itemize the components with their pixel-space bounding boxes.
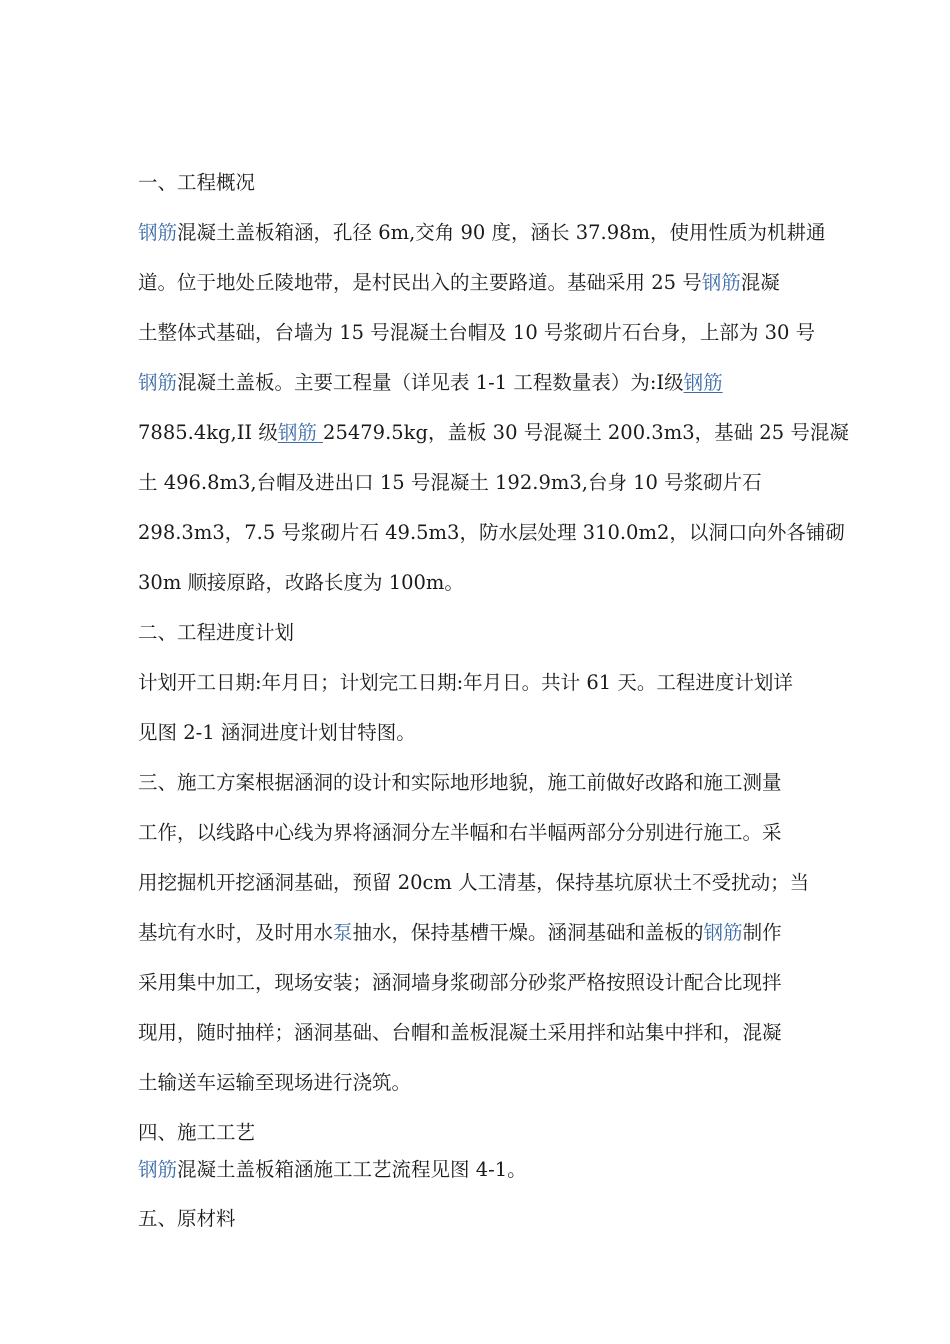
text-run: 三、施工方案根据涵洞的设计和实际地形地貌，施工前做好改路和施工测量 xyxy=(138,771,782,794)
text-line xyxy=(138,1058,828,1108)
text-run: 制作 xyxy=(742,921,782,944)
text-line xyxy=(138,958,828,1008)
section-4-heading: 四、施工工艺 xyxy=(138,1121,256,1144)
text-run: 25479.5kg，盖板 30 号混凝土 200.3m3，基础 25 号混凝 xyxy=(323,421,849,444)
text-run: 用挖掘机开挖涵洞基础，预留 20cm 人工清基，保持基坑原状土不受扰动；当 xyxy=(138,871,810,894)
text-run: 基坑有水时，及时用水 xyxy=(138,921,334,944)
section-2-paragraph xyxy=(138,658,828,758)
text-run: 混凝土盖板箱涵，孔径 6m,交角 90 度，涵长 37.98m，使用性质为机耕通 xyxy=(177,221,826,244)
keyword-link[interactable]: 钢筋 xyxy=(277,421,324,444)
text-line xyxy=(138,558,828,608)
text-run: 见图 2-1 涵洞进度计划甘特图。 xyxy=(138,721,416,744)
text-run: 土整体式基础，台墙为 15 号混凝土台帽及 10 号浆砌片石台身，上部为 30 号 xyxy=(138,321,816,344)
text-line xyxy=(138,808,828,858)
keyword-link[interactable]: 泵 xyxy=(333,921,353,944)
keyword-link[interactable]: 钢筋 xyxy=(138,221,178,244)
text-run: 土 496.8m3,台帽及进出口 15 号混凝土 192.9m3,台身 10 号浆砌片石 xyxy=(138,471,762,494)
text-line xyxy=(138,858,828,908)
text-run: 土输送车运输至现场进行浇筑。 xyxy=(138,1071,412,1094)
text-run: 现用，随时抽样；涵洞基础、台帽和盖板混凝土采用拌和站集中拌和，混凝 xyxy=(138,1021,782,1044)
section-2-heading: 二、工程进度计划 xyxy=(138,621,295,644)
keyword-link[interactable]: 钢筋 xyxy=(683,371,723,394)
keyword-link[interactable]: 钢筋 xyxy=(701,271,741,294)
text-line xyxy=(138,408,849,458)
text-run: 混凝土盖板。主要工程量（详见表 1-1 工程数量表）为:Ⅰ级 xyxy=(177,371,684,394)
text-line xyxy=(138,1157,828,1182)
text-line xyxy=(138,908,828,958)
document-body xyxy=(138,158,849,1244)
text-line xyxy=(138,708,828,758)
keyword-link[interactable]: 钢筋 xyxy=(138,371,178,394)
text-line xyxy=(138,1008,828,1058)
text-line xyxy=(138,208,828,258)
text-run: 298.3m3，7.5 号浆砌片石 49.5m3，防水层处理 310.0m2，以洞口向外各铺砌 xyxy=(138,521,845,544)
section-5-heading: 五、原材料 xyxy=(138,1207,236,1230)
text-run: 道。位于地处丘陵地带，是村民出入的主要路道。基础采用 25 号 xyxy=(138,271,702,294)
text-run: 7885.4kg,II 级 xyxy=(138,421,278,444)
section-4-paragraph xyxy=(138,1157,828,1182)
keyword-link[interactable]: 钢筋 xyxy=(138,1158,178,1181)
keyword-link[interactable]: 钢筋 xyxy=(703,921,743,944)
text-run: 计划开工日期:年月日；计划完工日期:年月日。共计 61 天。工程进度计划详 xyxy=(138,671,793,694)
text-run: 30m 顺接原路，改路长度为 100m。 xyxy=(138,571,464,594)
text-run: 采用集中加工，现场安装；涵洞墙身浆砌部分砂浆严格按照设计配合比现拌 xyxy=(138,971,782,994)
text-line xyxy=(138,258,828,308)
text-run: 混凝土盖板箱涵施工工艺流程见图 4-1。 xyxy=(177,1158,527,1181)
text-line xyxy=(138,458,828,508)
section-3-paragraph xyxy=(138,758,828,1108)
section-1-paragraph xyxy=(138,208,849,608)
text-run: 混凝 xyxy=(740,271,780,294)
text-run: 抽水，保持基槽干燥。涵洞基础和盖板的 xyxy=(352,921,704,944)
text-run: 工作，以线路中心线为界将涵洞分左半幅和右半幅两部分分别进行施工。采 xyxy=(138,821,782,844)
text-line xyxy=(138,358,828,408)
text-line xyxy=(138,308,828,358)
text-line xyxy=(138,508,845,558)
section-1-heading: 一、工程概况 xyxy=(138,171,256,194)
text-line xyxy=(138,658,828,708)
text-line xyxy=(138,758,828,808)
